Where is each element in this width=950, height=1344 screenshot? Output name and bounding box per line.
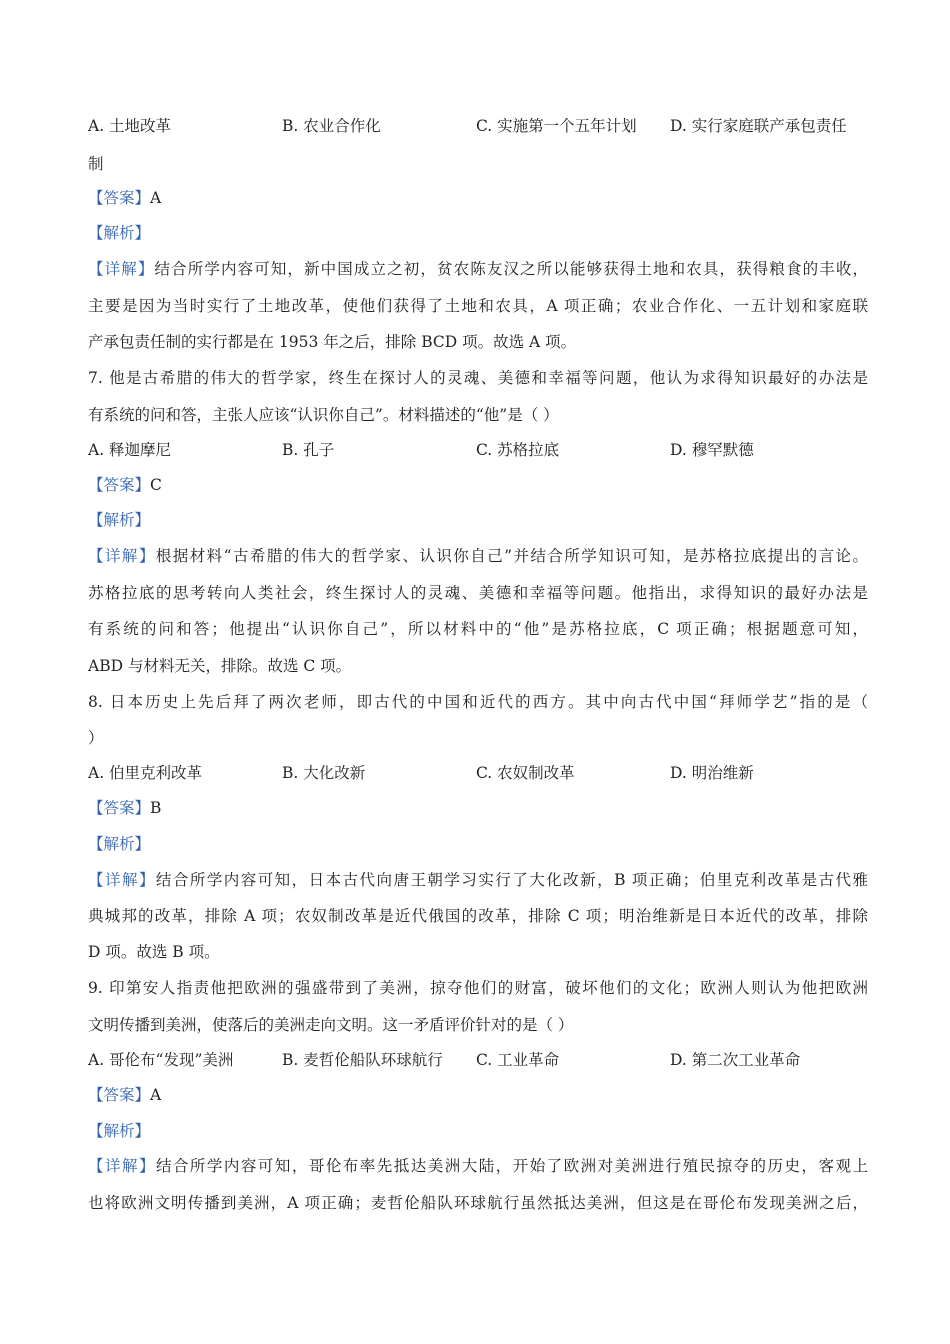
q6-detail-line: 产承包责任制的实行都是在 1953 年之后，排除 BCD 项。故选 A 项。 — [88, 333, 577, 351]
answer-value: B — [150, 799, 162, 817]
answer-value: A — [150, 189, 162, 207]
q8-option-c: C. 农奴制改革 — [476, 764, 575, 782]
q8-answer — [88, 798, 868, 818]
q7-answer — [88, 475, 868, 495]
q9-analysis-tag: 【解析】 — [88, 1122, 151, 1140]
q7-option-d: D. 穆罕默德 — [670, 441, 754, 459]
q8-detail-line: D 项。故选 B 项。 — [88, 943, 220, 961]
answer-tag: 【答案】 — [88, 1086, 151, 1104]
q7-stem-line: 7. 他是古希腊的伟大的哲学家，终生在探讨人的灵魂、美德和幸福等问题，他认为求得知识最好的办法是 — [88, 369, 868, 387]
answer-tag: 【答案】 — [88, 189, 151, 207]
q8-option-b: B. 大化改新 — [282, 764, 366, 782]
detail-tag: 【详解】 — [88, 260, 155, 278]
q9-options — [88, 1050, 878, 1070]
answer-value: C — [150, 476, 162, 494]
q9-option-d: D. 第二次工业革命 — [670, 1051, 801, 1069]
q9-option-b: B. 麦哲伦船队环球航行 — [282, 1051, 443, 1069]
q6-option-d: D. 实行家庭联产承包责任 — [670, 117, 847, 135]
q9-detail-line: 也将欧洲文明传播到美洲，A 项正确；麦哲伦船队环球航行虽然抵达美洲，但这是在哥伦布发现美洲之后， — [88, 1194, 868, 1212]
q9-stem-line: 9. 印第安人指责他把欧洲的强盛带到了美洲，掠夺他们的财富，破坏他们的文化；欧洲人则认为他把欧洲 — [88, 979, 868, 997]
q8-stem-line: 8. 日本历史上先后拜了两次老师，即古代的中国和近代的西方。其中向古代中国“拜师学艺”指的是（ — [88, 693, 868, 711]
q7-analysis-tag: 【解析】 — [88, 511, 151, 529]
q8-detail-line: 典城邦的改革，排除 A 项；农奴制改革是近代俄国的改革，排除 C 项；明治维新是日本近代的改革，排除 — [88, 907, 868, 925]
q8-options — [88, 763, 878, 783]
q7-detail-line: ABD 与材料无关，排除。故选 C 项。 — [88, 657, 352, 675]
q8-option-d: D. 明治维新 — [670, 764, 754, 782]
q9-stem-line: 文明传播到美洲，使落后的美洲走向文明。这一矛盾评价针对的是（ ） — [88, 1016, 574, 1034]
q9-detail-line: 【详解】结合所学内容可知，哥伦布率先抵达美洲大陆，开始了欧洲对美洲进行殖民掠夺的历史，客观上 — [88, 1157, 868, 1175]
q6-detail-line: 主要是因为当时实行了土地改革，使他们获得了土地和农具，A 项正确；农业合作化、一五计划和家庭联 — [88, 297, 868, 315]
q7-detail-line: 苏格拉底的思考转向人类社会，终生探讨人的灵魂、美德和幸福等问题。他指出，求得知识的最好办法是 — [88, 584, 868, 602]
q9-option-c: C. 工业革命 — [476, 1051, 560, 1069]
q7-option-b: B. 孔子 — [282, 441, 335, 459]
q9-option-a: A. 哥伦布“发现”美洲 — [88, 1051, 234, 1069]
answer-value: A — [150, 1086, 162, 1104]
detail-tag: 【详解】 — [88, 1157, 156, 1175]
q7-detail-line: 有系统的问和答；他提出“认识你自己”，所以材料中的“他”是苏格拉底，C 项正确；根据题意可知， — [88, 620, 868, 638]
q6-option-a: A. 土地改革 — [88, 117, 172, 135]
q8-detail-line: 【详解】结合所学内容可知，日本古代向唐王朝学习实行了大化改新，B 项正确；伯里克利改革是古代雅 — [88, 871, 868, 889]
q6-answer — [88, 188, 868, 208]
q6-options — [88, 116, 878, 136]
q9-answer — [88, 1085, 868, 1105]
q6-detail-line: 【详解】结合所学内容可知，新中国成立之初，贫农陈友汉之所以能够获得土地和农具，获得粮食的丰收， — [88, 260, 868, 278]
q7-stem-line: 有系统的问和答，主张人应该“认识你自己”。材料描述的“他”是（ ） — [88, 406, 559, 424]
q6-option-d-continued: 制 — [88, 155, 104, 173]
q6-analysis-tag: 【解析】 — [88, 224, 151, 242]
q8-analysis-tag: 【解析】 — [88, 835, 151, 853]
q7-option-a: A. 释迦摩尼 — [88, 441, 172, 459]
detail-tag: 【详解】 — [88, 547, 156, 565]
answer-tag: 【答案】 — [88, 799, 151, 817]
q7-option-c: C. 苏格拉底 — [476, 441, 560, 459]
answer-tag: 【答案】 — [88, 476, 151, 494]
q8-option-a: A. 伯里克利改革 — [88, 764, 203, 782]
q7-options — [88, 440, 878, 460]
detail-tag: 【详解】 — [88, 871, 156, 889]
q6-option-c: C. 实施第一个五年计划 — [476, 117, 637, 135]
q7-detail-line: 【详解】根据材料“古希腊的伟大的哲学家、认识你自己”并结合所学知识可知，是苏格拉底提出的言论。 — [88, 547, 868, 565]
q6-option-b: B. 农业合作化 — [282, 117, 381, 135]
q8-stem-line: ） — [88, 729, 104, 747]
